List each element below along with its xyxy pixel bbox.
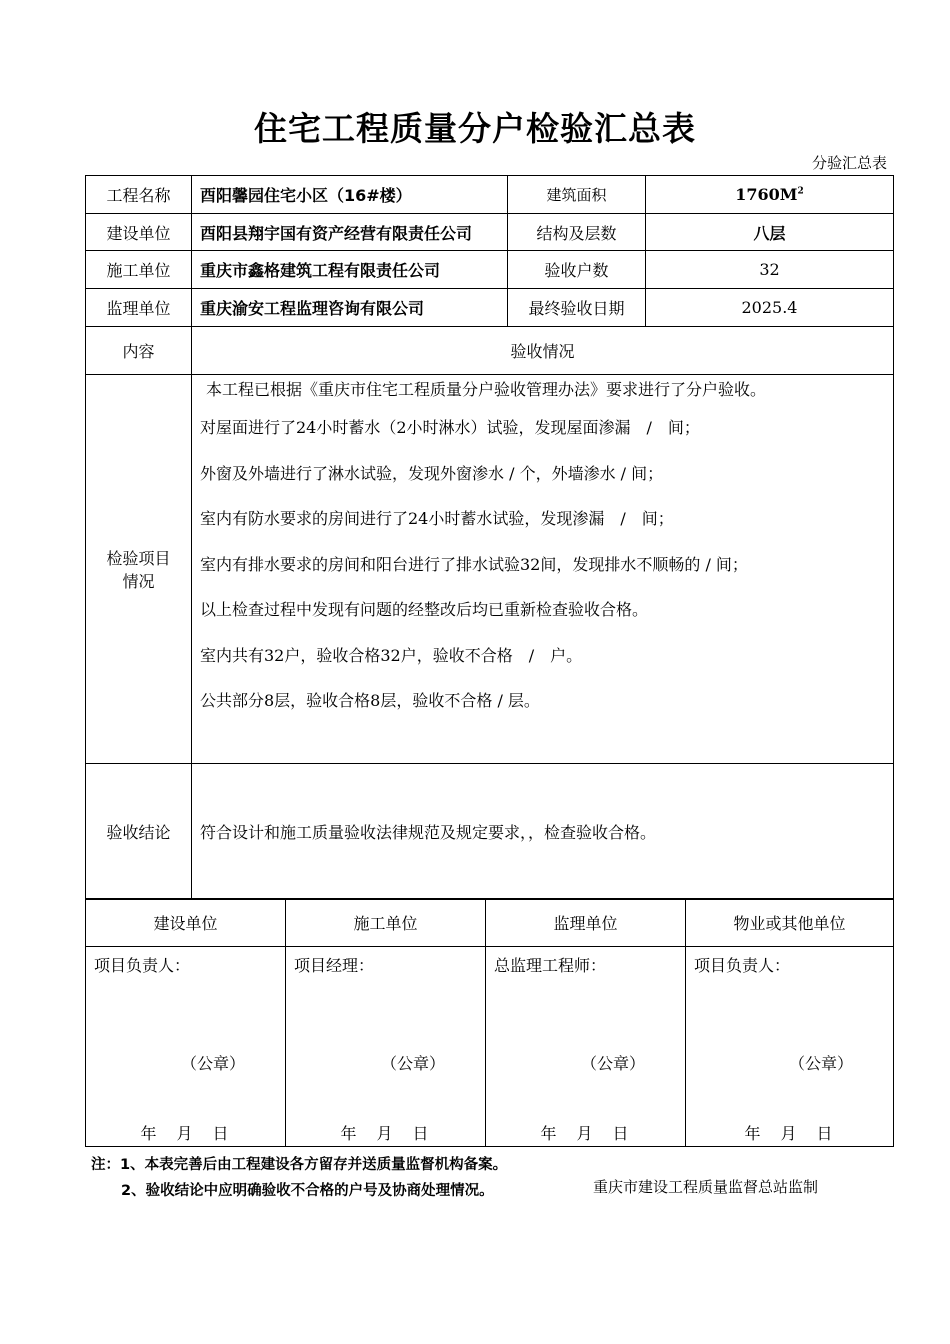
signature-unit: 施工单位 (286, 899, 486, 947)
form-code: 分验汇总表 (811, 154, 887, 172)
final-date-value: 2025.4 (646, 289, 894, 327)
row-supervisor (86, 289, 894, 327)
official-seal-label: （公章） (380, 1054, 445, 1073)
signature-unit: 物业或其他单位 (686, 899, 894, 947)
signature-block (86, 947, 286, 1147)
inspection-line: 外窗及外墙进行了淋水试验，发现外窗渗水 / 个，外墙渗水 / 间； (200, 463, 664, 483)
summary-table (85, 175, 894, 900)
inspection-line: 室内有排水要求的房间和阳台进行了排水试验32间，发现排水不顺畅的 / 间； (200, 554, 748, 574)
builder-value: 酉阳县翔宇国有资产经营有限责任公司 (192, 214, 508, 251)
inspection-details (192, 375, 894, 764)
signature-unit: 建设单位 (86, 899, 286, 947)
issuing-authority: 重庆市建设工程质量监督总站监制 (593, 1178, 819, 1196)
inspection-line: 公共部分8层，验收合格8层，验收不合格 / 层。 (200, 691, 540, 710)
signature-role: 项目负责人： (694, 956, 791, 975)
inspection-line: 室内共有32户，验收合格32户，验收不合格 / 户。 (200, 645, 583, 665)
inspection-label: 检验项目 情况 (86, 375, 192, 764)
structure-value: 八层 (646, 214, 894, 251)
signature-block (686, 947, 894, 1147)
official-seal-label: （公章） (180, 1054, 245, 1073)
row-constructor (86, 251, 894, 289)
inspection-line: 以上检查过程中发现有问题的经整改后均已重新检查验收合格。 (200, 600, 649, 619)
footnotes (91, 1152, 507, 1204)
signature-block (286, 947, 486, 1147)
row-conclusion (86, 764, 894, 900)
signature-date: 年 月 日 (540, 1124, 631, 1143)
final-date-label: 最终验收日期 (508, 289, 646, 327)
constructor-value: 重庆市鑫格建筑工程有限责任公司 (192, 251, 508, 289)
structure-label: 结构及层数 (508, 214, 646, 251)
households-value: 32 (646, 251, 894, 289)
households-label: 验收户数 (508, 251, 646, 289)
constructor-label: 施工单位 (86, 251, 192, 289)
signature-role: 项目负责人： (94, 956, 191, 975)
signature-date: 年 月 日 (340, 1124, 431, 1143)
builder-label: 建设单位 (86, 214, 192, 251)
signature-block (486, 947, 686, 1147)
inspection-line: 室内有防水要求的房间进行了24小时蓄水试验，发现渗漏 / 间； (200, 509, 674, 528)
official-seal-label: （公章） (788, 1054, 853, 1073)
inspection-line: 对屋面进行了24小时蓄水（2小时淋水）试验，发现屋面渗漏 / 间； (200, 418, 700, 437)
area-value: $1760M^2$ (646, 176, 894, 214)
signature-role: 项目经理： (294, 956, 375, 975)
inspection-line: 本工程已根据《重庆市住宅工程质量分户验收管理办法》要求进行了分户验收。 (206, 380, 767, 399)
project-name-value: 酉阳馨园住宅小区（16#楼） (192, 176, 508, 214)
supervisor-label: 监理单位 (86, 289, 192, 327)
row-content-header (86, 327, 894, 375)
signature-unit: 监理单位 (486, 899, 686, 947)
footnote-2: 2、验收结论中应明确验收不合格的户号及协商处理情况。 (121, 1183, 494, 1199)
row-inspection (86, 375, 894, 764)
area-label: 建筑面积 (508, 176, 646, 214)
row-builder (86, 214, 894, 251)
row-project-name (86, 176, 894, 214)
signature-role: 总监理工程师： (494, 956, 607, 975)
official-seal-label: （公章） (580, 1054, 645, 1073)
status-label: 验收情况 (192, 327, 894, 375)
signature-date: 年 月 日 (140, 1124, 231, 1143)
project-name-label: 工程名称 (86, 176, 192, 214)
content-label: 内容 (86, 327, 192, 375)
signature-units-row (86, 899, 894, 947)
signature-table (85, 898, 894, 1147)
conclusion-text: 符合设计和施工质量验收法律规范及规定要求，，检查验收合格。 (192, 764, 894, 900)
footnote-1: 注：1、本表完善后由工程建设各方留存并送质量监督机构备案。 (91, 1157, 508, 1173)
page-title: 住宅工程质量分户检验汇总表 (254, 109, 696, 148)
supervisor-value: 重庆渝安工程监理咨询有限公司 (192, 289, 508, 327)
signature-date: 年 月 日 (744, 1124, 835, 1143)
conclusion-label: 验收结论 (86, 764, 192, 900)
signature-blocks-row (86, 947, 894, 1147)
